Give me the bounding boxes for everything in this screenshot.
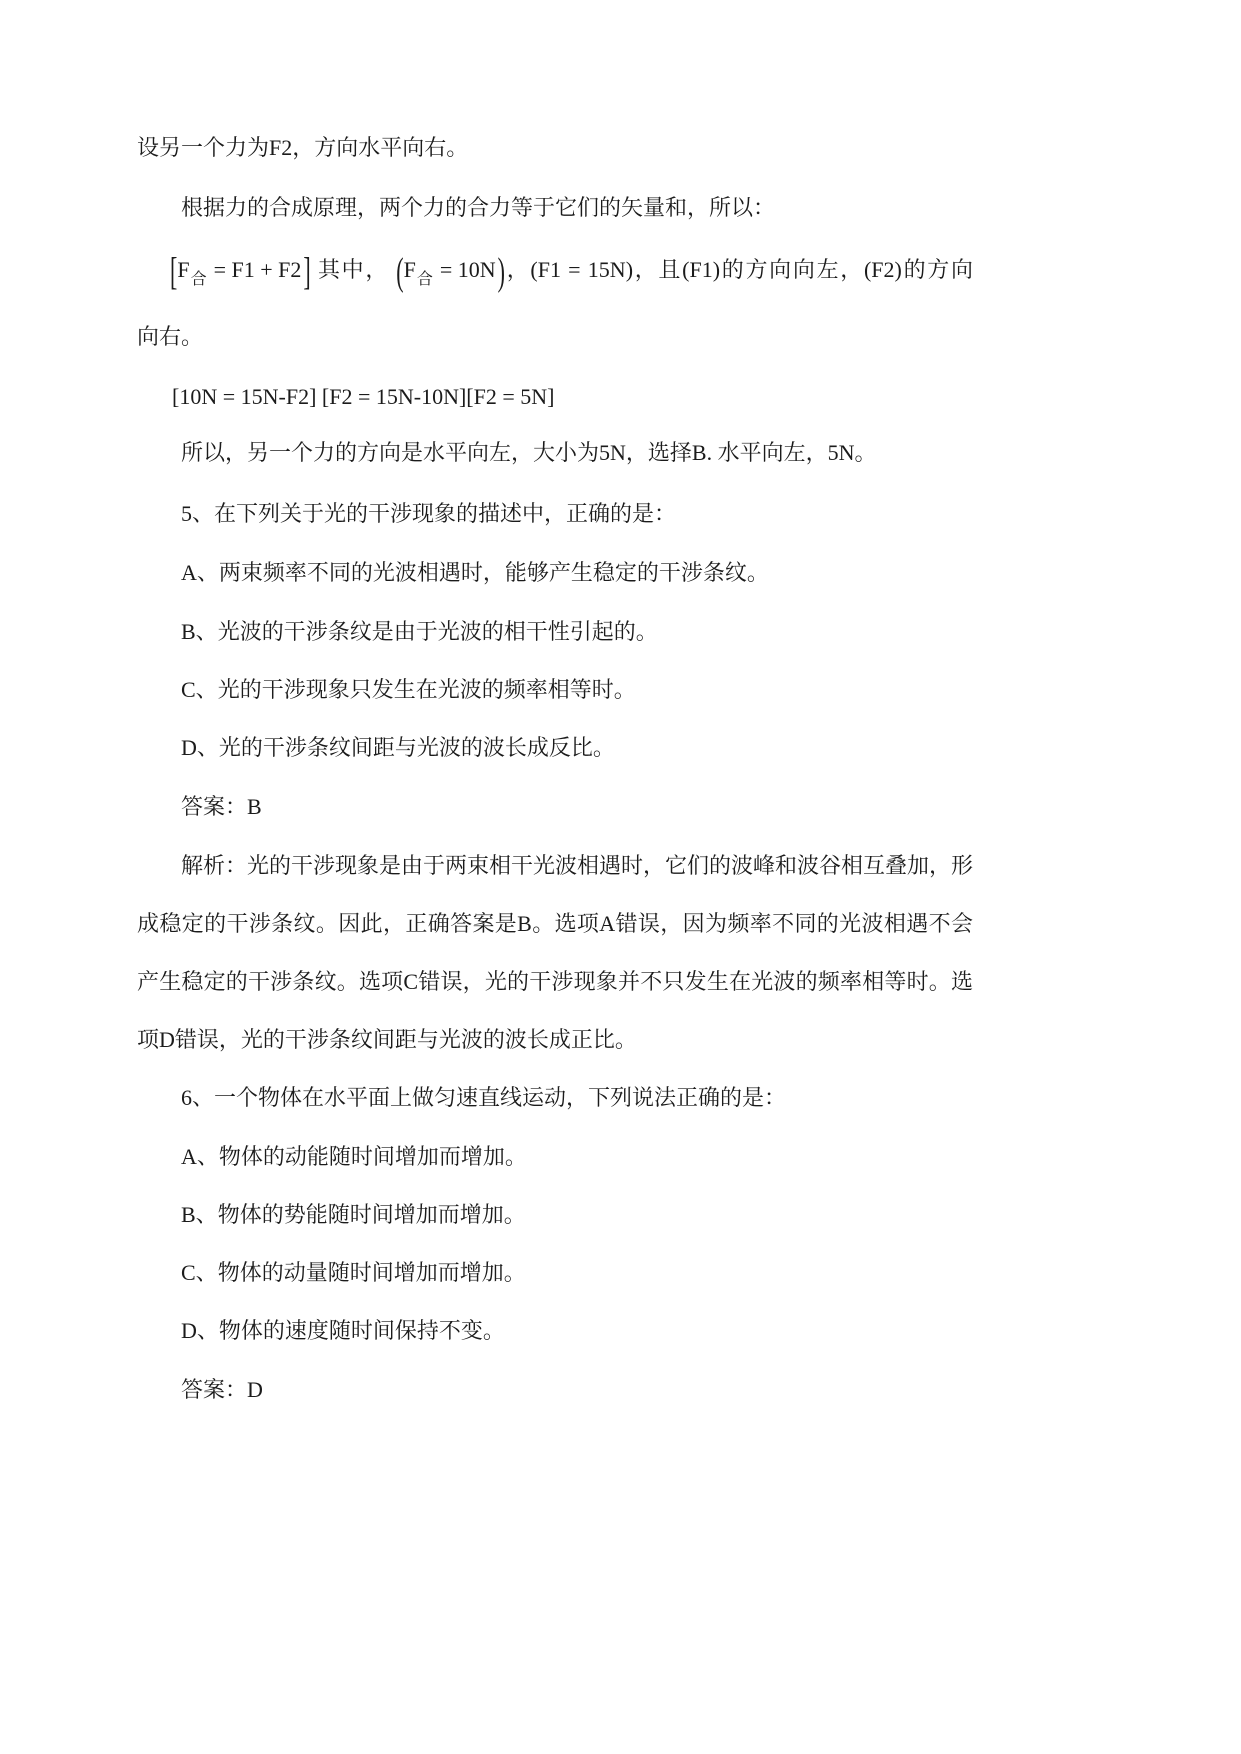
solution-intro: 设另一个力为F2，方向水平向右。 xyxy=(137,135,469,160)
option-text: 物体的速度随时间保持不变。 xyxy=(218,1318,505,1343)
question-5-analysis-line: 成稳定的干涉条纹。因此，正确答案是B。选项A错误，因为频率不同的光波相遇不会 xyxy=(137,911,973,936)
given-lhs: F xyxy=(403,257,416,282)
option-label: C、 xyxy=(181,1260,218,1285)
option-label: B、 xyxy=(181,619,218,644)
given-lhs-subscript: 合 xyxy=(416,271,433,288)
given-close-paren: ) xyxy=(497,248,505,294)
question-5-analysis-line: 解析：光的干涉现象是由于两束相干光波相遇时，它们的波峰和波谷相互叠加，形 xyxy=(181,853,974,878)
formula-line xyxy=(170,247,973,293)
option-text: 物体的动量随时间增加而增加。 xyxy=(217,1260,526,1285)
option-label: D、 xyxy=(181,735,219,760)
question-6-answer: 答案：D xyxy=(181,1377,263,1402)
question-5-stem: 5、在下列关于光的干涉现象的描述中，正确的是： xyxy=(181,501,677,526)
question-6-option-d xyxy=(181,1316,505,1346)
question-5-option-c xyxy=(181,675,636,705)
formula-line-continuation: 向右。 xyxy=(137,324,204,349)
question-5-analysis-line: 产生稳定的干涉条纹。选项C错误，光的干涉现象并不只发生在光波的频率相等时。选 xyxy=(137,969,973,994)
given-open-paren: ( xyxy=(396,248,404,294)
option-text: 光的干涉条纹间距与光波的波长成反比。 xyxy=(218,735,615,760)
equation-steps: [10N = 15N-F2] [F2 = 15N-10N][F2 = 5N] xyxy=(172,384,555,409)
solution-conclusion: 所以，另一个力的方向是水平向左，大小为5N，选择B. 水平向左，5N。 xyxy=(181,440,877,465)
question-6-option-a xyxy=(181,1142,527,1172)
option-label: A、 xyxy=(181,1144,219,1169)
formula-connector: 其中， xyxy=(317,257,390,282)
equation-lhs: F xyxy=(177,257,190,282)
formula-rest: ，(F1 = 15N)，且(F1)的方向向左，(F2)的方向 xyxy=(505,257,973,282)
option-text: 两束频率不同的光波相遇时，能够产生稳定的干涉条纹。 xyxy=(218,560,769,585)
option-label: C、 xyxy=(181,677,218,702)
option-text: 光波的干涉条纹是由于光波的相干性引起的。 xyxy=(217,619,658,644)
given-resultant-equation xyxy=(396,247,505,303)
equation-lhs-subscript: 合 xyxy=(190,271,207,288)
resultant-force-equation xyxy=(170,247,311,303)
synthesis-principle: 根据力的合成原理，两个力的合力等于它们的矢量和，所以： xyxy=(181,195,776,220)
question-5-answer: 答案：B xyxy=(181,794,262,819)
equation-rhs: = F1 + F2 xyxy=(213,257,302,282)
question-5-option-b xyxy=(181,617,658,647)
option-text: 物体的动能随时间增加而增加。 xyxy=(218,1144,527,1169)
option-label: B、 xyxy=(181,1202,218,1227)
given-rhs: = 10N xyxy=(439,257,496,282)
question-6-option-b xyxy=(181,1200,526,1230)
question-5-analysis-line: 项D错误，光的干涉条纹间距与光波的波长成正比。 xyxy=(137,1027,637,1052)
option-label: D、 xyxy=(181,1318,219,1343)
option-label: A、 xyxy=(181,560,219,585)
question-5-option-d xyxy=(181,733,615,763)
option-text: 物体的势能随时间增加而增加。 xyxy=(217,1202,526,1227)
option-text: 光的干涉现象只发生在光波的频率相等时。 xyxy=(217,677,636,702)
equation-close-bracket: ] xyxy=(303,248,311,294)
question-5-option-a xyxy=(181,558,769,588)
question-6-option-c xyxy=(181,1258,526,1288)
equation-open-bracket: [ xyxy=(170,248,178,294)
question-6-stem: 6、一个物体在水平面上做匀速直线运动，下列说法正确的是： xyxy=(181,1085,787,1110)
